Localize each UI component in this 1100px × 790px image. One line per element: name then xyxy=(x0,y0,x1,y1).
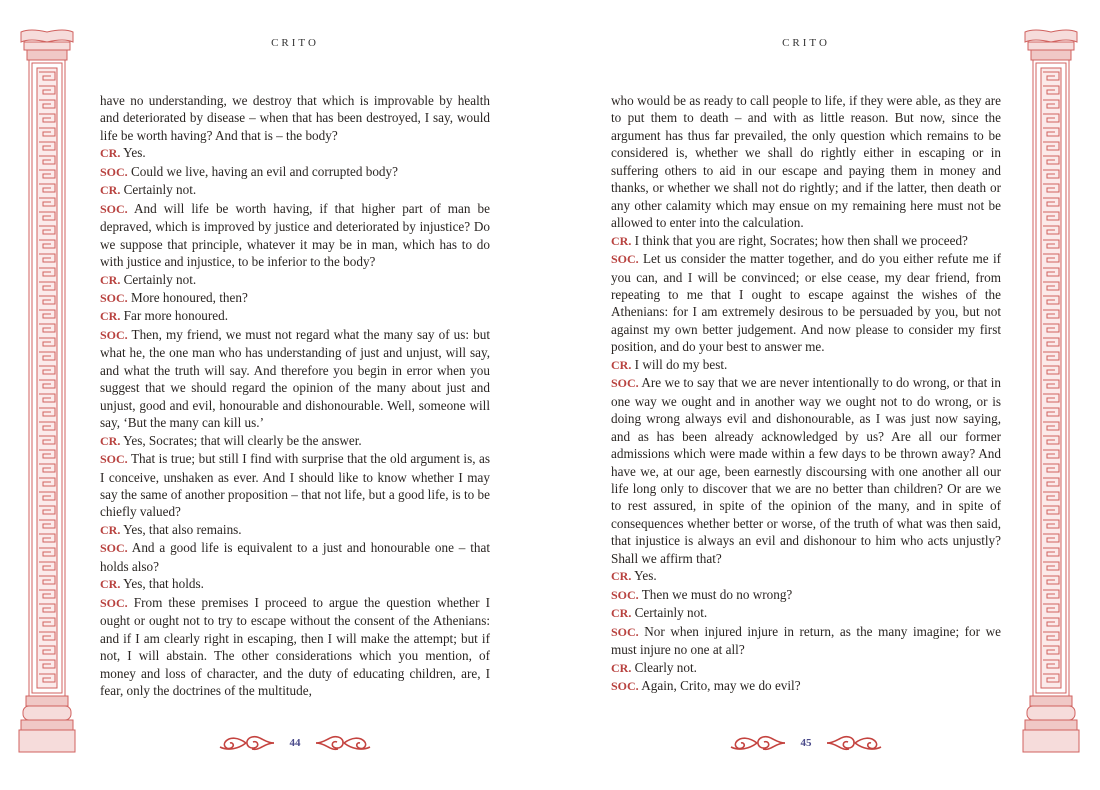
speaker-label: SOC. xyxy=(100,327,128,342)
speaker-label: SOC. xyxy=(100,541,128,556)
dialogue-line xyxy=(100,594,490,700)
scroll-ornament-icon xyxy=(314,731,374,755)
dialogue-text: Yes, Socrates; that will clearly be the answer. xyxy=(120,432,362,448)
speaker-label: CR. xyxy=(100,433,121,448)
dialogue-line xyxy=(100,521,490,539)
dialogue-line xyxy=(100,450,490,521)
dialogue-line xyxy=(100,326,490,432)
speaker-label: CR. xyxy=(100,577,121,592)
dialogue-text: Certainly not. xyxy=(631,605,708,621)
dialogue-text: Clearly not. xyxy=(631,659,697,675)
dialogue-line xyxy=(611,586,1001,604)
dialogue-line xyxy=(611,232,1001,250)
dialogue-line xyxy=(611,374,1001,567)
dialogue-line xyxy=(611,356,1001,374)
dialogue-text: Yes, that also remains. xyxy=(120,521,242,537)
speaker-label: CR. xyxy=(100,272,121,287)
column-icon xyxy=(1022,28,1080,756)
dialogue-text: who would be as ready to call people to life, if they were able, as they are to put them to death – and with as little reason. But now, since the argument has thus far prevailed, the only question which remains to be considered is, whether we shall do rightly either in escaping or in suffering others to aid in our escape and paying them in money and thanks, or whether we shall not do rightly; and if the latter, then death or any other calamity which may ensue on my remaining here must not be allowed to enter into the calculation. xyxy=(611,93,1001,231)
dialogue-text: Yes. xyxy=(120,145,146,161)
dialogue-text: Yes. xyxy=(631,568,657,584)
dialogue-line xyxy=(100,92,490,144)
dialogue-line xyxy=(100,163,490,181)
dialogue-line xyxy=(100,181,490,199)
speaker-label: CR. xyxy=(611,357,632,372)
dialogue-line xyxy=(100,144,490,162)
scroll-ornament-icon xyxy=(825,731,885,755)
dialogue-line xyxy=(611,604,1001,622)
left-page-footer xyxy=(100,728,490,758)
dialogue-line xyxy=(100,539,490,575)
dialogue-text: Again, Crito, may we do evil? xyxy=(638,677,801,693)
speaker-label: SOC. xyxy=(611,376,639,391)
dialogue-line xyxy=(611,250,1001,356)
dialogue-line xyxy=(100,271,490,289)
dialogue-text: Yes, that holds. xyxy=(120,576,204,592)
speaker-label: SOC. xyxy=(100,201,128,216)
dialogue-text: have no understanding, we destroy that which is improvable by health and deteriorated by disease – when that has been destroyed, I say, would life be worth having? And that is – the body? xyxy=(100,93,490,143)
dialogue-line xyxy=(611,623,1001,659)
speaker-label: SOC. xyxy=(100,164,128,179)
page-number-right: 45 xyxy=(800,737,812,749)
dialogue-text: More honoured, then? xyxy=(127,289,248,305)
dialogue-text: From these premises I proceed to argue the question whether I ought or ought not to try to escape without the consent of the Athenians: and if I am clearly right in escaping, then I will make the attempt; but if not, I will abstain. The other considerations which you mention, of money and loss of character, and the duty of educating children, are, I fear, only the doctrines of the multitude, xyxy=(100,594,490,698)
decorative-column-left xyxy=(18,28,76,756)
speaker-label: CR. xyxy=(100,183,121,198)
dialogue-text: Certainly not. xyxy=(120,271,197,287)
scroll-ornament-icon xyxy=(727,731,787,755)
dialogue-text: And a good life is equivalent to a just and honourable one – that holds also? xyxy=(100,540,490,574)
dialogue-text: And will life be worth having, if that higher part of man be depraved, which is improved by justice and deteriorated by injustice? Do we suppose that principle, whatever it may be in man, which has to do with justice and injustice, to be inferior to the body? xyxy=(100,200,490,270)
dialogue-line xyxy=(100,575,490,593)
dialogue-line xyxy=(100,289,490,307)
right-page xyxy=(611,0,1001,790)
speaker-label: CR. xyxy=(611,660,632,675)
speaker-label: SOC. xyxy=(611,624,639,639)
speaker-label: CR. xyxy=(611,569,632,584)
dialogue-line xyxy=(611,92,1001,232)
speaker-label: SOC. xyxy=(611,252,639,267)
column-icon xyxy=(18,28,76,756)
dialogue-text: I think that you are right, Socrates; how then shall we proceed? xyxy=(631,232,968,248)
speaker-label: SOC. xyxy=(100,290,128,305)
dialogue-line xyxy=(611,677,1001,695)
speaker-label: CR. xyxy=(611,606,632,621)
dialogue-text: Then, my friend, we must not regard what the many say of us: but what he, the one man who has understanding of just and unjust, will say, and what the truth will say. And therefore you begin in error when you suggest that we should regard the opinion of the many about just and unjust, good and evil, honourable and dishonourable. Well, someone will say, ‘But the many can kill us.’ xyxy=(100,326,490,431)
dialogue-line xyxy=(611,567,1001,585)
speaker-label: SOC. xyxy=(611,678,639,693)
speaker-label: CR. xyxy=(100,146,121,161)
running-head-right: CRITO xyxy=(782,37,830,49)
dialogue-text: I will do my best. xyxy=(631,356,728,372)
dialogue-text: Let us consider the matter together, and do you either refute me if you can, and I will be convinced; or else cease, my dear friend, from repeating to me that I ought to escape against the wishes of the Athenians: for I am extremely desirous to be persuaded by you, but not against my own better judgement. And now please to consider my first position, and do your best to answer me. xyxy=(611,251,1001,355)
dialogue-line xyxy=(100,200,490,271)
dialogue-text: Then we must do no wrong? xyxy=(638,586,793,602)
left-page xyxy=(100,0,490,790)
speaker-label: CR. xyxy=(611,233,632,248)
speaker-label: SOC. xyxy=(100,452,128,467)
dialogue-text: Certainly not. xyxy=(120,182,197,198)
dialogue-text: That is true; but still I find with surprise that the old argument is, as I conceive, unshaken as ever. And I should like to know whether I may say the same of another proposition – that not life, but a good life, is to be chiefly valued? xyxy=(100,451,490,520)
dialogue-text: Far more honoured. xyxy=(120,308,229,324)
page-number-left: 44 xyxy=(289,737,301,749)
right-page-footer xyxy=(611,728,1001,758)
dialogue-text: Are we to say that we are never intentionally to do wrong, or that in one way we ought and in another way we ought not to do wrong, or is doing wrong always evil and dishonourable, as I was just now saying, and as has been already acknowledged by us? Are all our former admissions which were made within a few days to be thrown away? And have we, at our age, been earnestly discoursing with one another all our life long only to discover that we are no better than children? Or are we to rest assured, in spite of the opinion of the many, and in spite of consequences whether better or worse, of the truth of what was then said, that injustice is always an evil and dishonour to him who acts unjustly? Shall we affirm that? xyxy=(611,375,1001,566)
running-head-left: CRITO xyxy=(271,37,319,49)
decorative-column-right xyxy=(1022,28,1080,756)
scroll-ornament-icon xyxy=(216,731,276,755)
right-page-body xyxy=(611,92,1001,695)
dialogue-line xyxy=(100,432,490,450)
left-page-body xyxy=(100,92,490,699)
speaker-label: CR. xyxy=(100,309,121,324)
dialogue-text: Could we live, having an evil and corrupted body? xyxy=(127,163,398,179)
dialogue-line xyxy=(100,307,490,325)
speaker-label: CR. xyxy=(100,522,121,537)
speaker-label: SOC. xyxy=(100,595,128,610)
dialogue-line xyxy=(611,659,1001,677)
dialogue-text: Nor when injured injure in return, as the many imagine; for we must injure no one at all? xyxy=(611,623,1001,658)
speaker-label: SOC. xyxy=(611,587,639,602)
